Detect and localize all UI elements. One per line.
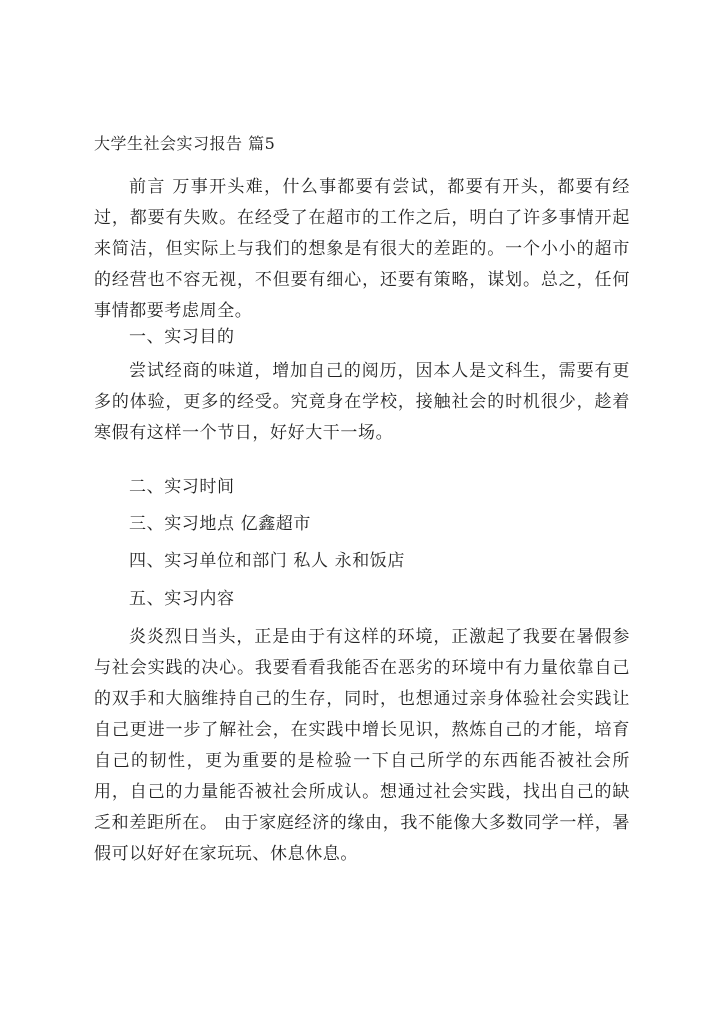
section-heading-location: 三、实习地点 亿鑫超市 bbox=[129, 514, 312, 534]
section-paragraph-content: 炎炎烈日当头，正是由于有这样的环境，正激起了我要在暑假参与社会实践的决心。我要看看我能否在恶劣的环境中有力量依靠自己的双手和大脑维持自己的生存，同时，也想通过亲身体验社会实践让自己更进一步了解社会，在实践中增长见识，熬炼自己的才能，培育自己的韧性，更为重要的是检验一下自己所学的东西能否被社会所用，自己的力量能否被社会所成认。想通过社会实践，找出自己的缺乏和差距所在。 由于家庭经济的缘由，我不能像大多数同学一样，暑假可以好好在家玩玩、休息休息。 bbox=[94, 627, 630, 864]
section-heading-content: 五、实习内容 bbox=[129, 589, 235, 609]
section-heading-unit: 四、实习单位和部门 私人 永和饭店 bbox=[129, 551, 406, 571]
document-title: 大学生社会实习报告 篇5 bbox=[94, 134, 276, 153]
intro-paragraph: 前言 万事开头难，什么事都要有尝试，都要有开头，都要有经过，都要有失败。在经受了在超市的工作之后，明白了许多事情开起来简洁，但实际上与我们的想象是有很大的差距的。一个小小的超市的经营也不容无视，不但要有细心，还要有策略，谋划。总之，任何事情都要考虑周全。 bbox=[94, 177, 630, 321]
section-paragraph-purpose: 尝试经商的味道，增加自己的阅历，因本人是文科生，需要有更多的体验，更多的经受。究竟身在学校，接触社会的时机很少，趁着寒假有这样一个节日，好好大干一场。 bbox=[94, 361, 630, 443]
section-heading-time: 二、实习时间 bbox=[129, 477, 235, 497]
section-heading-purpose: 一、实习目的 bbox=[129, 327, 235, 347]
